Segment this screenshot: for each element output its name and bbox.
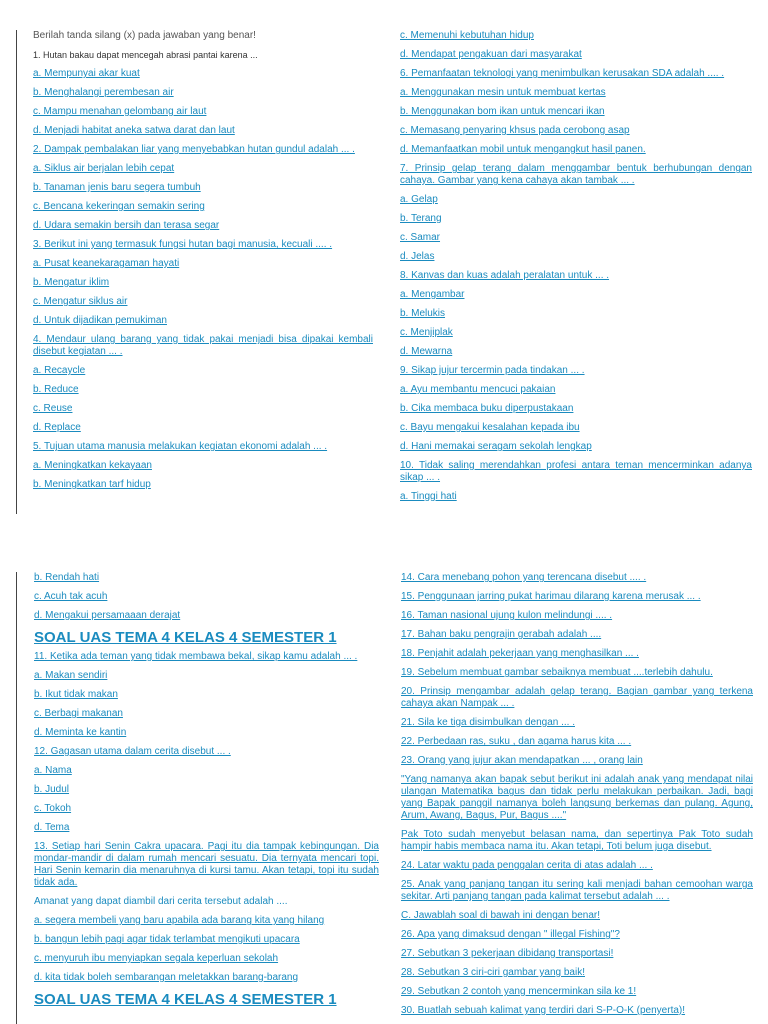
answer-option[interactable]: a. Pusat keanekaragaman hayati (33, 258, 180, 269)
question-text[interactable]: 14. Cara menebang pohon yang terencana disebut .... . (401, 572, 647, 583)
answer-option[interactable]: b. Judul (34, 784, 70, 795)
answer-option[interactable]: b. Reduce (33, 384, 79, 395)
answer-option[interactable]: d. Meminta ke kantin (34, 727, 127, 738)
text-line[interactable]: "Yang namanya akan bapak sebut berikut ini adalah anak yang mendapat nilai ulangan Matematika bagus dan tidak perlu melakukan perbaikan. Jadi, bagi yang Bapak panggil namanya boleh langsung berkemas dan pulang. Agung, Arum, Awang, Bagus, Pur, Bagus ...." (401, 774, 753, 821)
answer-option[interactable]: b. Tanaman jenis baru segera tumbuh (33, 182, 201, 193)
text-line: Amanat yang dapat diambil dari cerita tersebut adalah .... (34, 896, 288, 907)
answer-option[interactable]: c. Acuh tak acuh (34, 591, 108, 602)
page-2-right-column (401, 572, 753, 1024)
document-page-2 (16, 572, 757, 1024)
question-text[interactable]: 3. Berikut ini yang termasuk fungsi hutan bagi manusia, kecuali .... . (33, 239, 333, 250)
answer-option[interactable]: b. Melukis (400, 308, 446, 319)
question-text[interactable]: 11. Ketika ada teman yang tidak membawa bekal, sikap kamu adalah ... . (34, 651, 358, 662)
question-text[interactable]: 26. Apa yang dimaksud dengan " illegal Fishing"? (401, 929, 620, 940)
answer-option[interactable]: b. bangun lebih pagi agar tidak terlambat mengikuti upacara (34, 934, 300, 945)
answer-option[interactable]: d. Memanfaatkan mobil untuk mengangkut hasil panen. (400, 144, 646, 155)
answer-option[interactable]: d. Replace (33, 422, 81, 433)
answer-option[interactable]: a. Mempunyai akar kuat (33, 68, 140, 79)
answer-option[interactable]: a. segera membeli yang baru apabila ada barang kita yang hilang (34, 915, 325, 926)
question-text[interactable]: 15. Penggunaan jarring pukat harimau dilarang karena merusak ... . (401, 591, 701, 602)
question-text[interactable]: 4. Mendaur ulang barang yang tidak pakai menjadi bisa dipakai kembali disebut kegiatan ... . (33, 334, 373, 357)
section-heading[interactable]: SOAL UAS TEMA 4 KELAS 4 SEMESTER 1 (34, 629, 337, 646)
answer-option[interactable]: b. Rendah hati (34, 572, 100, 583)
question-text[interactable]: 13. Setiap hari Senin Cakra upacara. Pagi itu dia tampak kebingungan. Dia mondar-mandir di dalam rumah mencari sesuatu. Dia ternyata mencari topi. Hari Senin kemarin dia menaruhnya di kursi tamu. Akan tetapi, topi itu sudah tidak ada. (34, 841, 379, 888)
answer-option[interactable]: a. Nama (34, 765, 72, 776)
answer-option[interactable]: a. Recaycle (33, 365, 86, 376)
answer-option[interactable]: b. Ikut tidak makan (34, 689, 118, 700)
question-text: 1. Hutan bakau dapat mencegah abrasi pantai karena ... (33, 50, 258, 60)
question-text[interactable]: 10. Tidak saling merendahkan profesi antara teman mencerminkan adanya sikap ... . (400, 460, 752, 483)
question-text[interactable]: 5. Tujuan utama manusia melakukan kegiatan ekonomi adalah ... . (33, 441, 328, 452)
question-text[interactable]: 18. Penjahit adalah pekerjaan yang menghasilkan ... . (401, 648, 639, 659)
question-text[interactable]: 24. Latar waktu pada penggalan cerita di atas adalah ... . (401, 860, 653, 871)
answer-option[interactable]: c. Mengatur siklus air (33, 296, 128, 307)
question-text[interactable]: 16. Taman nasional ujung kulon melindungi .... . (401, 610, 613, 621)
answer-option[interactable]: c. Menjiplak (400, 327, 453, 338)
answer-option[interactable]: a. Meningkatkan kekayaan (33, 460, 152, 471)
answer-option[interactable]: c. Memenuhi kebutuhan hidup (400, 30, 534, 41)
answer-option[interactable]: c. Tokoh (34, 803, 72, 814)
answer-option[interactable]: c. Bencana kekeringan semakin sering (33, 201, 205, 212)
answer-option[interactable]: c. menyuruh ibu menyiapkan segala keperluan sekolah (34, 953, 279, 964)
answer-option[interactable]: a. Makan sendiri (34, 670, 108, 681)
answer-option[interactable]: b. Cika membaca buku diperpustakaan (400, 403, 574, 414)
question-text[interactable]: 12. Gagasan utama dalam cerita disebut ... . (34, 746, 231, 757)
question-text[interactable]: 21. Sila ke tiga disimbulkan dengan ... . (401, 717, 575, 728)
question-text[interactable]: 6. Pemanfaatan teknologi yang menimbulkan kerusakan SDA adalah .... . (400, 68, 725, 79)
question-text[interactable]: 2. Dampak pembalakan liar yang menyebabkan hutan gundul adalah ... . (33, 144, 355, 155)
answer-option[interactable]: d. Untuk dijadikan pemukiman (33, 315, 167, 326)
question-text[interactable]: 8. Kanvas dan kuas adalah peralatan untuk ... . (400, 270, 610, 281)
answer-option[interactable]: b. Menghalangi perembesan air (33, 87, 174, 98)
answer-option[interactable]: a. Tinggi hati (400, 491, 457, 502)
answer-option[interactable]: d. Jelas (400, 251, 435, 262)
answer-option[interactable]: b. Mengatur iklim (33, 277, 110, 288)
question-text[interactable]: 19. Sebelum membuat gambar sebaiknya membuat ....terlebih dahulu. (401, 667, 713, 678)
question-text[interactable]: 29. Sebutkan 2 contoh yang mencerminkan sila ke 1! (401, 986, 637, 997)
answer-option[interactable]: d. Menjadi habitat aneka satwa darat dan laut (33, 125, 235, 136)
answer-option[interactable]: C. Jawablah soal di bawah ini dengan benar! (401, 910, 601, 921)
answer-option[interactable]: a. Mengambar (400, 289, 465, 300)
question-text[interactable]: 25. Anak yang panjang tangan itu sering kali menjadi bahan cemoohan warga sekitar. Arti panjang tangan pada kalimat tersebut adalah ... . (401, 879, 753, 902)
page-1-right-column (400, 30, 752, 510)
question-text[interactable]: 27. Sebutkan 3 pekerjaan dibidang transportasi! (401, 948, 614, 959)
document-page-1 (16, 30, 757, 514)
section-heading[interactable]: SOAL UAS TEMA 4 KELAS 4 SEMESTER 1 (34, 991, 337, 1008)
question-text[interactable]: 23. Orang yang jujur akan mendapatkan ... , orang lain (401, 755, 643, 766)
answer-option[interactable]: a. Menggunakan mesin untuk membuat kertas (400, 87, 606, 98)
answer-option[interactable]: c. Mampu menahan gelombang air laut (33, 106, 207, 117)
answer-option[interactable]: c. Berbagi makanan (34, 708, 123, 719)
answer-option[interactable]: c. Bayu mengakui kesalahan kepada ibu (400, 422, 580, 433)
answer-option[interactable]: c. Samar (400, 232, 441, 243)
answer-option[interactable]: d. Mewarna (400, 346, 453, 357)
answer-option[interactable]: d. Hani memakai seragam sekolah lengkap (400, 441, 592, 452)
answer-option[interactable]: d. Tema (34, 822, 70, 833)
answer-option[interactable]: a. Siklus air berjalan lebih cepat (33, 163, 175, 174)
instruction-text: Berilah tanda silang (x) pada jawaban yang benar! (33, 30, 256, 41)
answer-option[interactable]: d. Mengakui persamaaan derajat (34, 610, 181, 621)
answer-option[interactable]: d. Udara semakin bersih dan terasa segar (33, 220, 220, 231)
answer-option[interactable]: b. Menggunakan bom ikan untuk mencari ikan (400, 106, 605, 117)
answer-option[interactable]: b. Terang (400, 213, 442, 224)
page-2-left-column (34, 572, 379, 1013)
answer-option[interactable]: a. Gelap (400, 194, 438, 205)
question-text[interactable]: 7. Prinsip gelap terang dalam menggambar bentuk berhubungan dengan cahaya. Gambar yang kena cahaya akan tambak ... . (400, 163, 752, 186)
question-text[interactable]: 22. Perbedaan ras, suku , dan agama harus kita ... . (401, 736, 632, 747)
question-text[interactable]: 17. Bahan baku pengrajin gerabah adalah .... (401, 629, 602, 640)
answer-option[interactable]: c. Memasang penyaring khsus pada cerobong asap (400, 125, 630, 136)
answer-option[interactable]: d. kita tidak boleh sembarangan meletakkan barang-barang (34, 972, 299, 983)
question-text[interactable]: 9. Sikap jujur tercermin pada tindakan ... . (400, 365, 585, 376)
question-text[interactable]: 30. Buatlah sebuah kalimat yang terdiri dari S-P-O-K (penyerta)! (401, 1005, 686, 1016)
question-text[interactable]: 20. Prinsip mengambar adalah gelap terang. Bagian gambar yang terkena cahaya akan Nampak ... . (401, 686, 753, 709)
question-text[interactable]: 28. Sebutkan 3 ciri-ciri gambar yang baik! (401, 967, 585, 978)
answer-option[interactable]: c. Reuse (33, 403, 73, 414)
page-1-left-column (33, 30, 373, 498)
answer-option[interactable]: d. Mendapat pengakuan dari masyarakat (400, 49, 582, 60)
text-line[interactable]: Pak Toto sudah menyebut belasan nama, dan sepertinya Pak Toto sudah hampir habis membaca nama itu. Akan tetapi, Toti belum juga disebut. (401, 829, 753, 852)
answer-option[interactable]: a. Ayu membantu mencuci pakaian (400, 384, 556, 395)
answer-option[interactable]: b. Meningkatkan tarf hidup (33, 479, 151, 490)
